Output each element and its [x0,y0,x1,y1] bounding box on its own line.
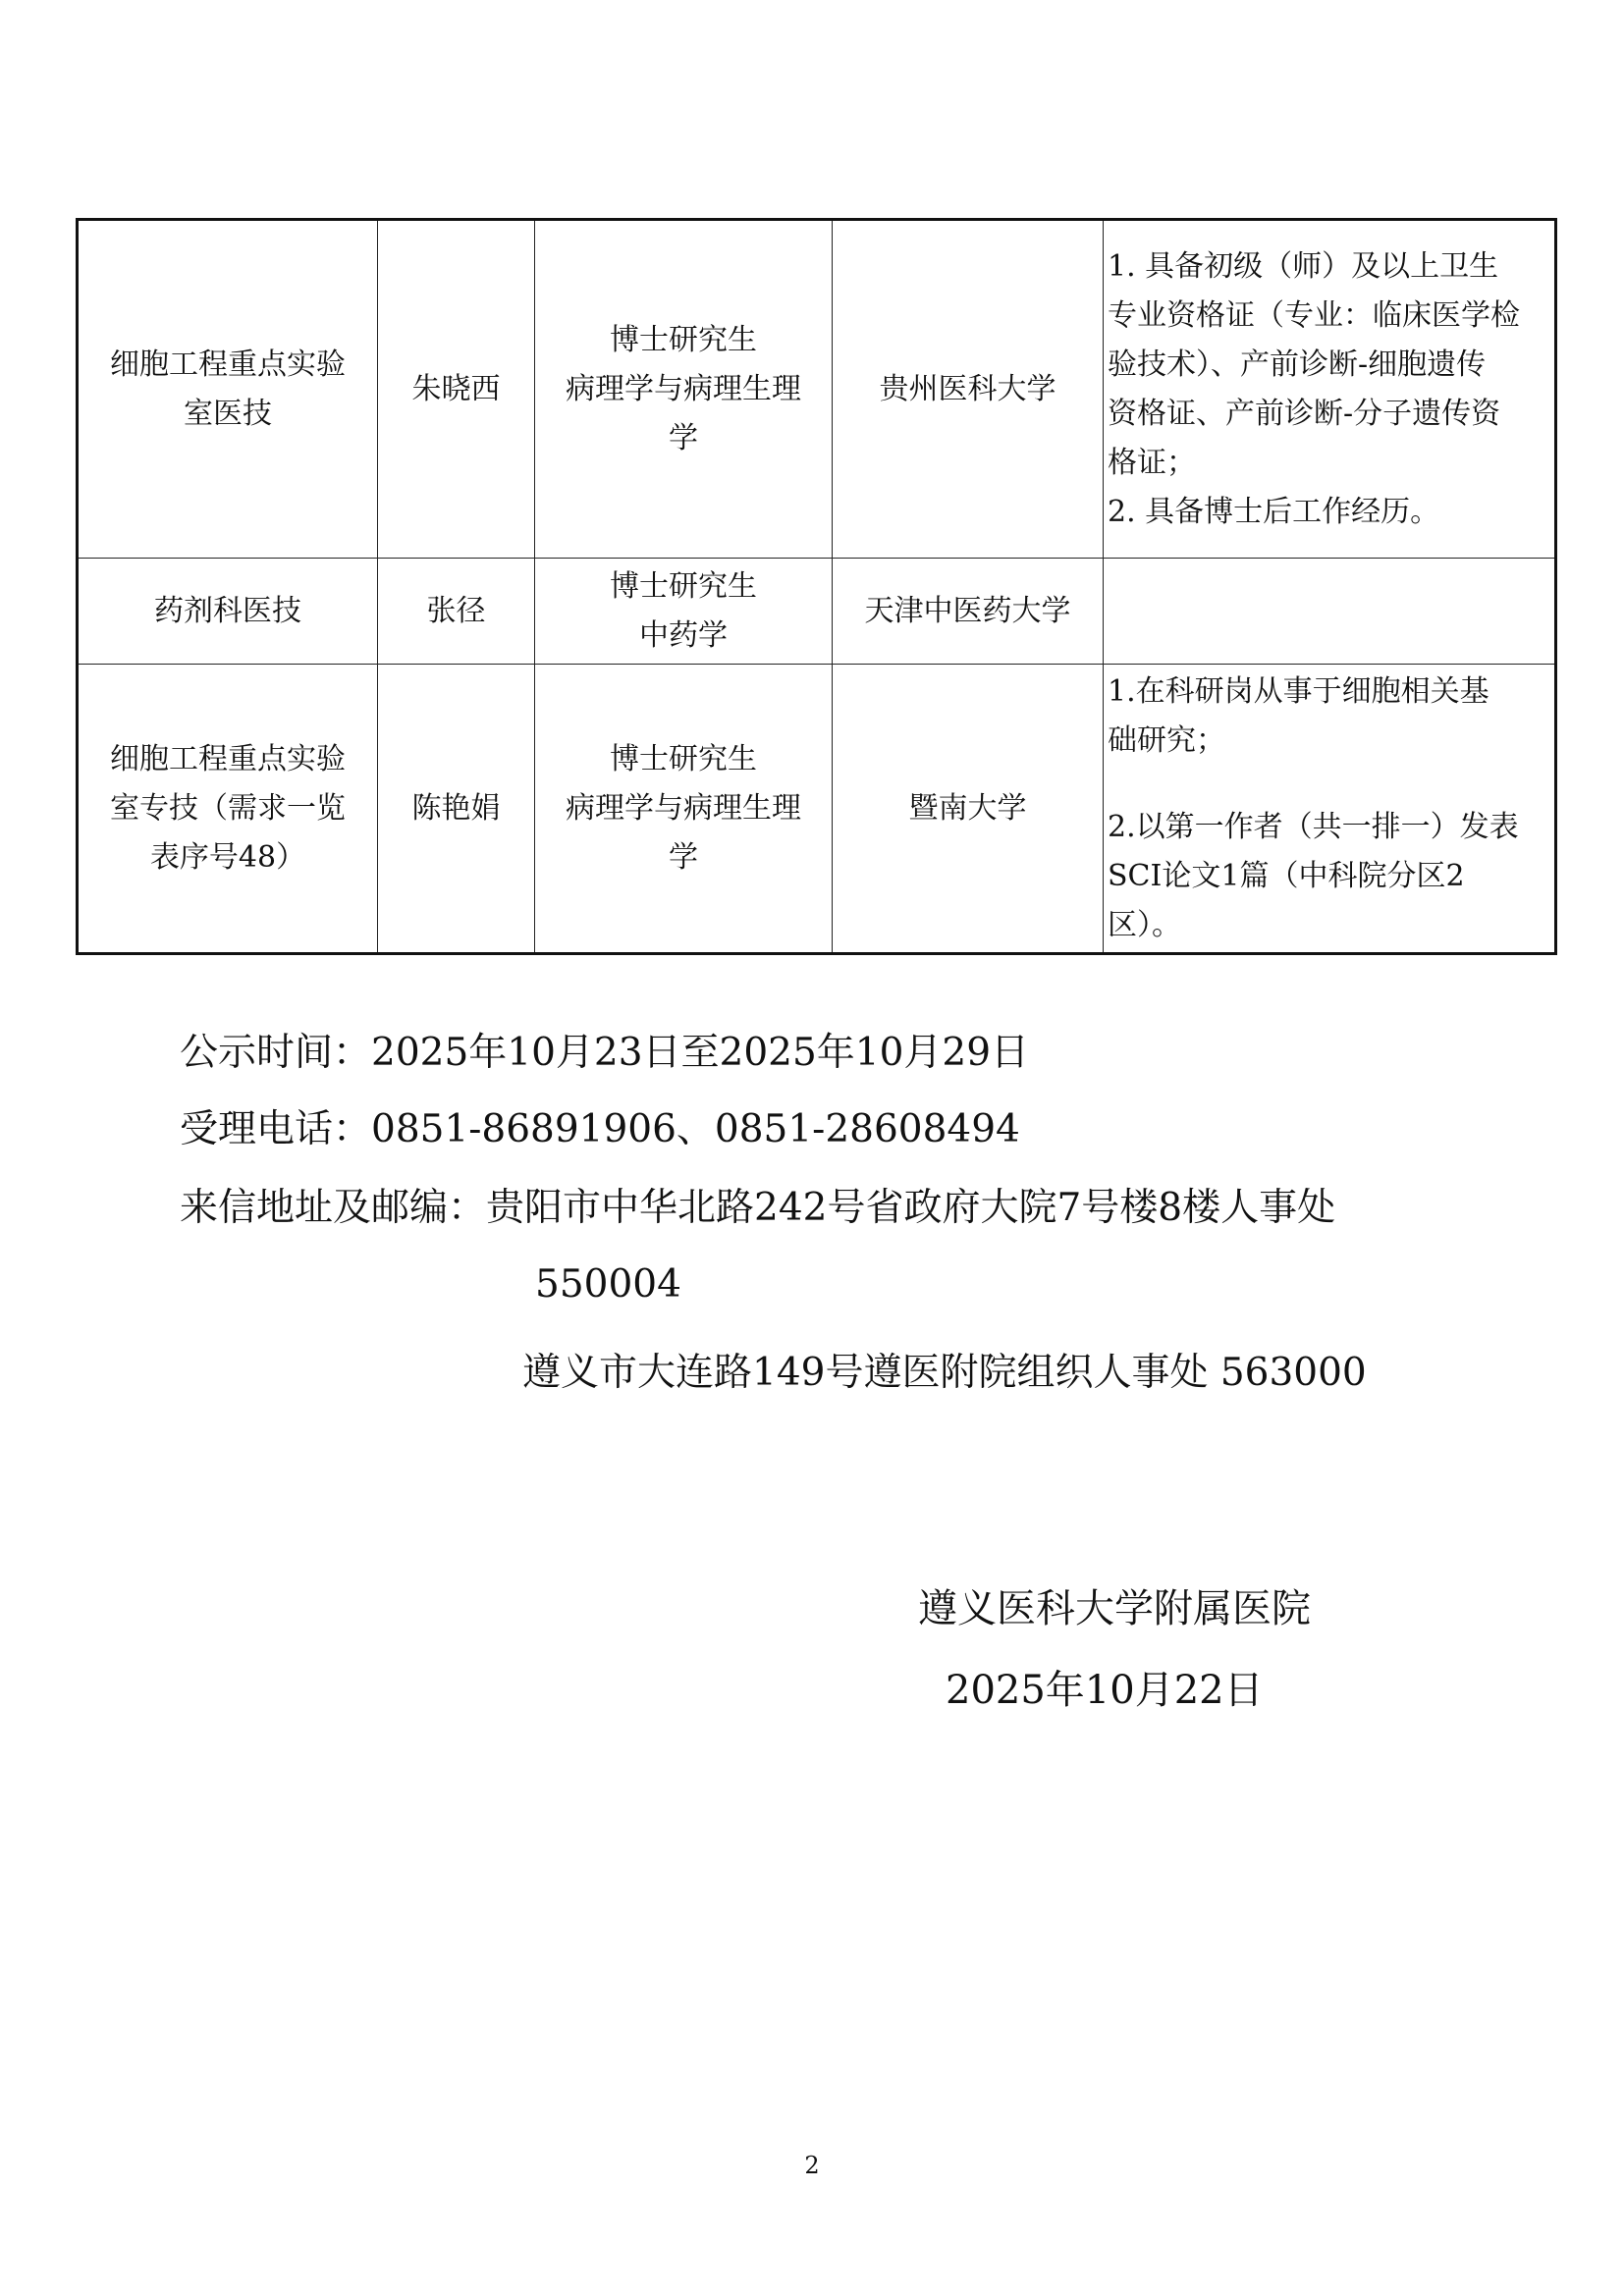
footer-date: 2025年10月22日 [946,1668,1264,1713]
footer-organization: 遵义医科大学附属医院 [918,1586,1311,1631]
table-row [78,665,1556,954]
requirements-cell [1104,559,1556,665]
school-cell: 暨南大学 [833,665,1104,954]
education-cell: 博士研究生 病理学与病理生理 学 [535,220,833,559]
personnel-table [76,218,1557,955]
requirements-cell: 1. 具备初级（师）及以上卫生 专业资格证（专业：临床医学检 验技术）、产前诊断-细胞遗传 资格证、产前诊断-分子遗传资 格证； 2. 具备博士后工作经历。 [1104,220,1556,559]
school-cell: 天津中医药大学 [833,559,1104,665]
notice-postcode: 550004 [535,1262,681,1307]
position-cell: 细胞工程重点实验 室医技 [78,220,378,559]
position-cell: 细胞工程重点实验 室专技（需求一览 表序号48） [78,665,378,954]
name-cell: 朱晓西 [378,220,535,559]
table-row [78,220,1556,559]
name-cell: 陈艳娟 [378,665,535,954]
education-cell: 博士研究生 病理学与病理生理 学 [535,665,833,954]
position-cell: 药剂科医技 [78,559,378,665]
requirements-cell: 1.在科研岗从事于细胞相关基 础研究； 2.以第一作者（共一排一）发表 SCI论文1篇（中科院分区2 区）。 [1104,665,1556,954]
table-row [78,559,1556,665]
name-cell: 张径 [378,559,535,665]
school-cell: 贵州医科大学 [833,220,1104,559]
page-number: 2 [804,2152,820,2179]
notice-address-secondary: 遵义市大连路149号遵医附院组织人事处 563000 [522,1351,1367,1395]
notice-phone: 受理电话：0851-86891906、0851-28608494 [180,1107,1020,1151]
notice-address: 来信地址及邮编：贵阳市中华北路242号省政府大院7号楼8楼人事处 [180,1186,1336,1230]
notice-period: 公示时间：2025年10月23日至2025年10月29日 [180,1031,1030,1075]
education-cell: 博士研究生 中药学 [535,559,833,665]
